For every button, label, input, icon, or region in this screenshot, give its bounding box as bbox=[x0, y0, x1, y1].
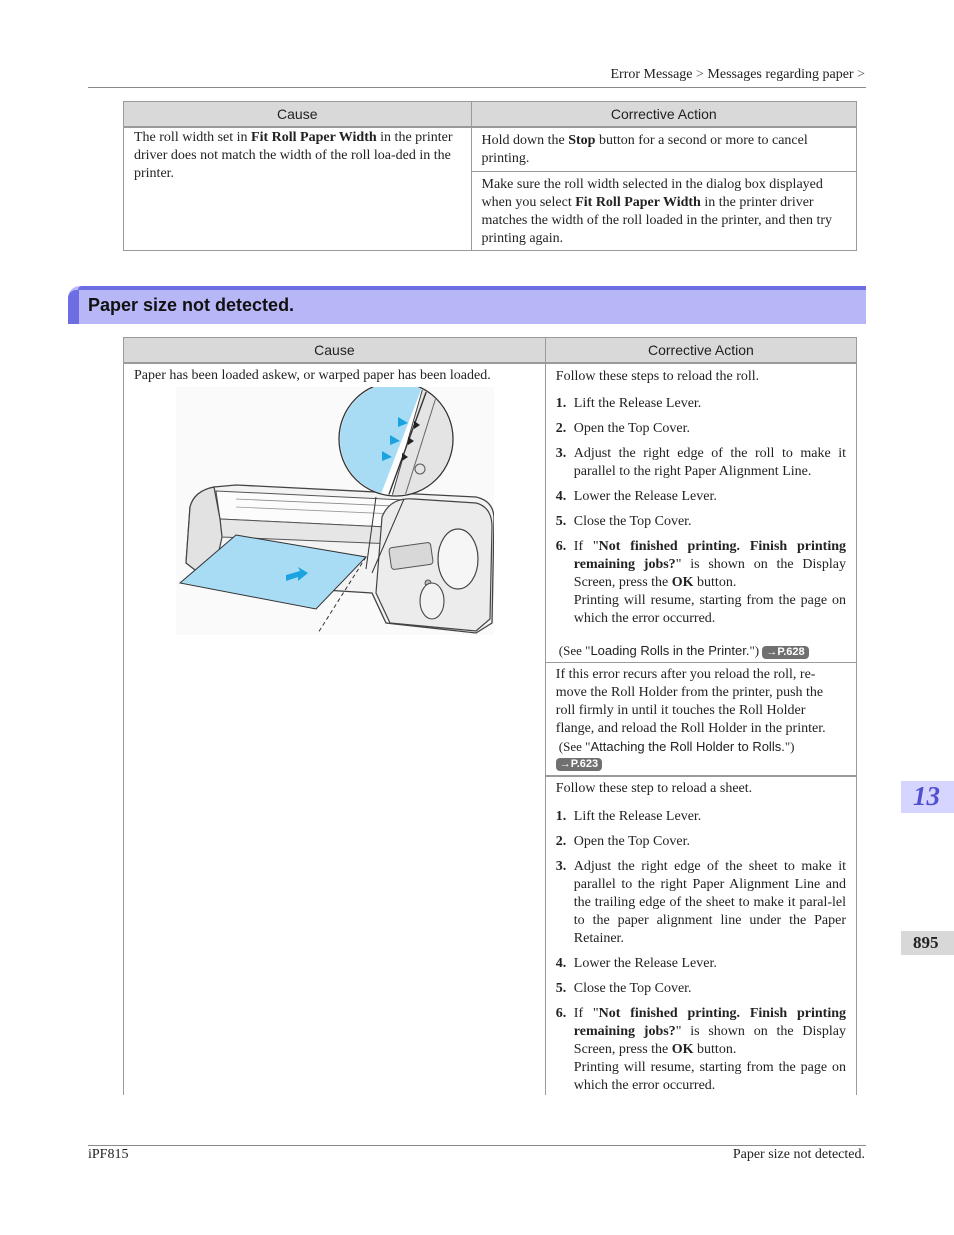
sheet-intro: Follow these step to reload a sheet. bbox=[555, 781, 753, 796]
action-text: Make sure the roll width selected in the dialog box displayed when you select bbox=[481, 177, 823, 210]
cause-cell bbox=[124, 127, 472, 251]
list-item: 5. Close the Top Cover. bbox=[555, 981, 692, 996]
header-cause: Cause bbox=[124, 102, 472, 128]
list-item: 3. Adjust the right edge of the sheet to make it parallel to the right Paper Alignment Line and the trailing edge of the sheet to make it paral-lel to the paper alignment line under the Paper Retainer. bbox=[555, 859, 846, 946]
reference-link[interactable]: Loading Rolls in the Printer. bbox=[590, 643, 750, 658]
step-note: Printing will resume, starting from the page on which the error occurred. bbox=[573, 1060, 846, 1093]
cause-action-table bbox=[123, 101, 857, 251]
list-item: 5. Close the Top Cover. bbox=[555, 514, 692, 529]
page-number: 895 bbox=[913, 933, 939, 952]
footer-model: iPF815 bbox=[88, 1147, 129, 1162]
list-item: 4. Lower the Release Lever. bbox=[555, 489, 717, 504]
header-corrective-action: Corrective Action bbox=[545, 338, 856, 364]
list-item: 1. Lift the Release Lever. bbox=[555, 809, 702, 824]
see-also: (See "Loading Rolls in the Printer.") →P.628 bbox=[559, 642, 846, 660]
cause-text: Paper has been loaded askew, or warped paper has been loaded. bbox=[134, 368, 491, 383]
see-also: (See "Attaching the Roll Holder to Rolls.") bbox=[558, 739, 795, 754]
breadcrumb-separator: > bbox=[857, 67, 865, 82]
chapter-number: 13 bbox=[913, 781, 940, 811]
action-cell bbox=[471, 127, 856, 172]
section-band-accent bbox=[78, 286, 866, 290]
header-cause: Cause bbox=[124, 338, 546, 364]
roll-steps bbox=[556, 395, 846, 628]
section-heading bbox=[68, 286, 866, 324]
header-divider bbox=[88, 87, 866, 88]
action-cell-sheet bbox=[545, 776, 856, 1095]
reference-link[interactable]: Attaching the Roll Holder to Rolls. bbox=[590, 739, 785, 754]
action-cell bbox=[471, 172, 856, 251]
setting-name: Fit Roll Paper Width bbox=[575, 195, 701, 210]
cause-text: in the printer driver does not match the width of the roll loa-ded in the printer. bbox=[134, 130, 453, 181]
breadcrumb bbox=[610, 67, 865, 83]
recur-text: If this error recurs after you reload the roll, re-move the Roll Holder from the printer, push the roll firmly in until it touches the Roll Holder flange, and reload the Roll Holder in the printer. bbox=[555, 667, 826, 736]
list-item: 3. Adjust the right edge of the roll to make it parallel to the right Paper Alignment Line. bbox=[555, 446, 846, 479]
list-item: 2. Open the Top Cover. bbox=[555, 421, 690, 436]
cause-text: The roll width set in bbox=[134, 130, 252, 145]
footer-section-title: Paper size not detected. bbox=[732, 1147, 865, 1162]
list-item: 6. If "Not finished printing. Finish printing remaining jobs?" is shown on the Display Screen, press the OK button. Printing will resume, starting from the page on which the error occurred. bbox=[555, 539, 846, 626]
sheet-steps bbox=[556, 808, 846, 1095]
section-band-accent bbox=[68, 290, 79, 324]
stop-button-label: Stop bbox=[568, 133, 596, 148]
header-corrective-action: Corrective Action bbox=[471, 102, 856, 128]
list-item: 4. Lower the Release Lever. bbox=[555, 956, 717, 971]
action-text: button for a second or more to cancel printing. bbox=[481, 133, 808, 166]
list-item: 1. Lift the Release Lever. bbox=[555, 396, 702, 411]
action-cell-roll bbox=[545, 363, 856, 663]
step-note: Printing will resume, starting from the page on which the error occurred. bbox=[573, 593, 846, 626]
action-text: Hold down the bbox=[481, 133, 569, 148]
action-cell-recur bbox=[545, 663, 856, 777]
cause-cell bbox=[124, 363, 546, 1095]
page-ref-badge[interactable]: →P.628 bbox=[762, 646, 808, 659]
breadcrumb-item[interactable]: Error Message bbox=[610, 67, 693, 82]
chapter-tab[interactable] bbox=[901, 781, 954, 813]
action-text: in the printer driver matches the width of the roll loaded in the printer, and then try printing again. bbox=[481, 195, 833, 246]
list-item: 2. Open the Top Cover. bbox=[555, 834, 690, 849]
setting-name: Fit Roll Paper Width bbox=[251, 130, 377, 145]
roll-intro: Follow these steps to reload the roll. bbox=[555, 369, 760, 384]
page-ref-badge[interactable]: →P.623 bbox=[556, 758, 602, 771]
list-item: 6. If "Not finished printing. Finish printing remaining jobs?" is shown on the Display Screen, press the OK button. Printing will resume, starting from the page on which the error occurred. bbox=[555, 1006, 846, 1093]
cause-action-table bbox=[123, 337, 857, 1095]
breadcrumb-item[interactable]: Messages regarding paper bbox=[707, 67, 854, 82]
footer-divider bbox=[88, 1145, 866, 1146]
breadcrumb-separator: > bbox=[696, 67, 704, 82]
section-title: Paper size not detected. bbox=[88, 295, 295, 315]
printer-illustration bbox=[176, 387, 494, 635]
page-number-tab bbox=[901, 931, 954, 955]
